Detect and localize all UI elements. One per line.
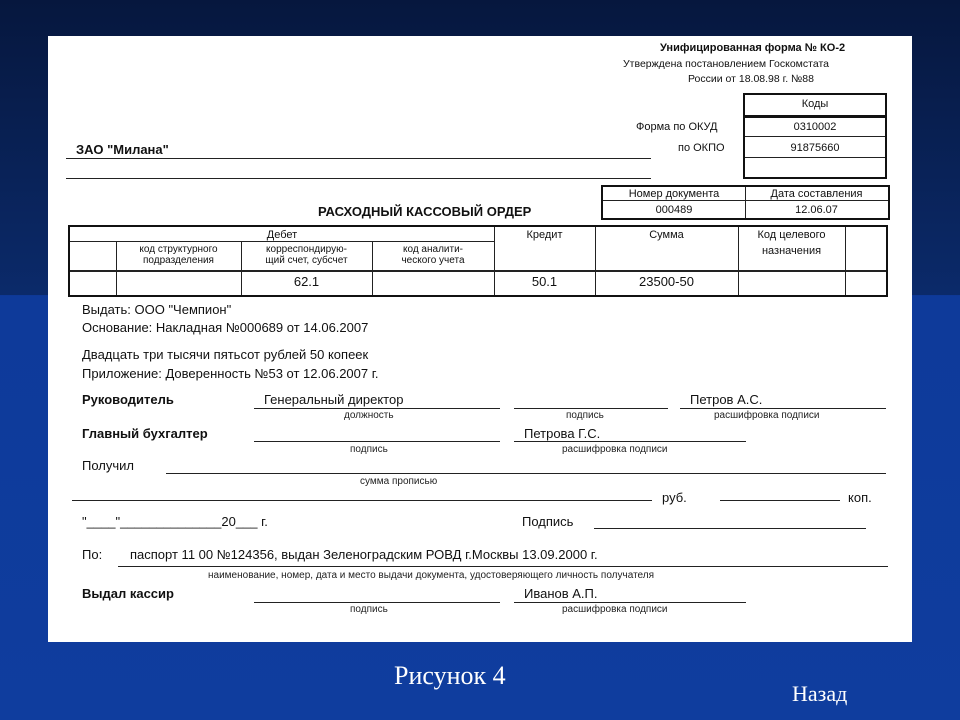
back-link[interactable]: Назад xyxy=(792,681,848,706)
form-title: Унифицированная форма № КО-2 xyxy=(660,42,846,54)
sub-header-analytic-1: код аналити- xyxy=(402,244,463,255)
date-template: "____"______________20___ г. xyxy=(82,514,268,529)
attachment: Приложение: Доверенность №53 от 12.06.2007 г. xyxy=(82,366,379,381)
okpo-value: 91875660 xyxy=(790,142,840,154)
accountant-decoding-caption: расшифровка подписи xyxy=(562,444,668,455)
head-decoding-caption: расшифровка подписи xyxy=(714,410,820,421)
row-account: 62.1 xyxy=(293,274,320,289)
doc-date-value: 12.06.07 xyxy=(795,204,838,216)
doc-date-label: Дата составления xyxy=(770,188,863,200)
cash-order-document xyxy=(48,36,912,642)
okud-label: Форма по ОКУД xyxy=(636,121,718,133)
accountant-label: Главный бухгалтер xyxy=(82,426,208,441)
cashier-label: Выдал кассир xyxy=(82,586,174,601)
okud-value: 0310002 xyxy=(793,121,837,133)
head-position-caption: должность xyxy=(344,410,394,421)
codes-header: Коды xyxy=(801,98,829,110)
purpose-code-header-1: Код целевого xyxy=(757,229,826,241)
accountant-name: Петрова Г.С. xyxy=(524,426,601,441)
cashier-name: Иванов А.П. xyxy=(524,586,598,601)
cashier-decoding-caption: расшифровка подписи xyxy=(562,604,668,615)
cashier-signature-caption: подпись xyxy=(350,604,388,615)
issue-to: Выдать: ООО "Чемпион" xyxy=(82,302,232,317)
doc-number-label: Номер документа xyxy=(628,188,720,200)
passport-details: паспорт 11 00 №124356, выдан Зеленоградским РОВД г.Москвы 13.09.2000 г. xyxy=(130,547,598,562)
kop-label: коп. xyxy=(848,490,872,505)
form-approval-date: России от 18.08.98 г. №88 xyxy=(688,73,814,85)
accountant-signature-caption: подпись xyxy=(350,444,388,455)
sub-header-analytic-2: ческого учета xyxy=(401,255,465,266)
by-label: По: xyxy=(82,547,103,562)
head-position: Генеральный директор xyxy=(264,392,404,407)
row-credit: 50.1 xyxy=(531,274,558,289)
sum-header: Сумма xyxy=(649,229,684,241)
purpose-code-header-2: назначения xyxy=(761,245,822,257)
debit-header: Дебет xyxy=(266,229,298,241)
figure-caption: Рисунок 4 xyxy=(394,661,506,690)
head-label: Руководитель xyxy=(82,392,174,407)
sub-header-structural-1: код структурного xyxy=(139,244,218,255)
received-label: Получил xyxy=(82,458,134,473)
okpo-label: по ОКПО xyxy=(678,142,725,154)
row-sum: 23500-50 xyxy=(639,274,694,289)
organization-name: ЗАО "Милана" xyxy=(76,142,169,157)
sum-words-caption: сумма прописью xyxy=(360,476,438,487)
head-name: Петров А.С. xyxy=(690,392,763,407)
doc-number-value: 000489 xyxy=(655,204,693,216)
sub-header-account-1: корреспондирую- xyxy=(266,244,347,255)
basis: Основание: Накладная №000689 от 14.06.2007 xyxy=(82,320,369,335)
passport-caption: наименование, номер, дата и место выдачи документа, удостоверяющего личность получателя xyxy=(208,570,655,581)
amount-in-words: Двадцать три тысячи пятьсот рублей 50 копеек xyxy=(82,347,369,362)
credit-header: Кредит xyxy=(526,229,563,241)
document-title: РАСХОДНЫЙ КАССОВЫЙ ОРДЕР xyxy=(318,204,532,219)
sub-header-account-2: щий счет, субсчет xyxy=(265,255,348,266)
sub-header-structural-2: подразделения xyxy=(143,255,214,266)
rub-label: руб. xyxy=(662,490,687,505)
form-approval: Утверждена постановлением Госкомстата xyxy=(623,58,829,70)
head-signature-caption: подпись xyxy=(566,410,604,421)
signature-label: Подпись xyxy=(522,514,574,529)
